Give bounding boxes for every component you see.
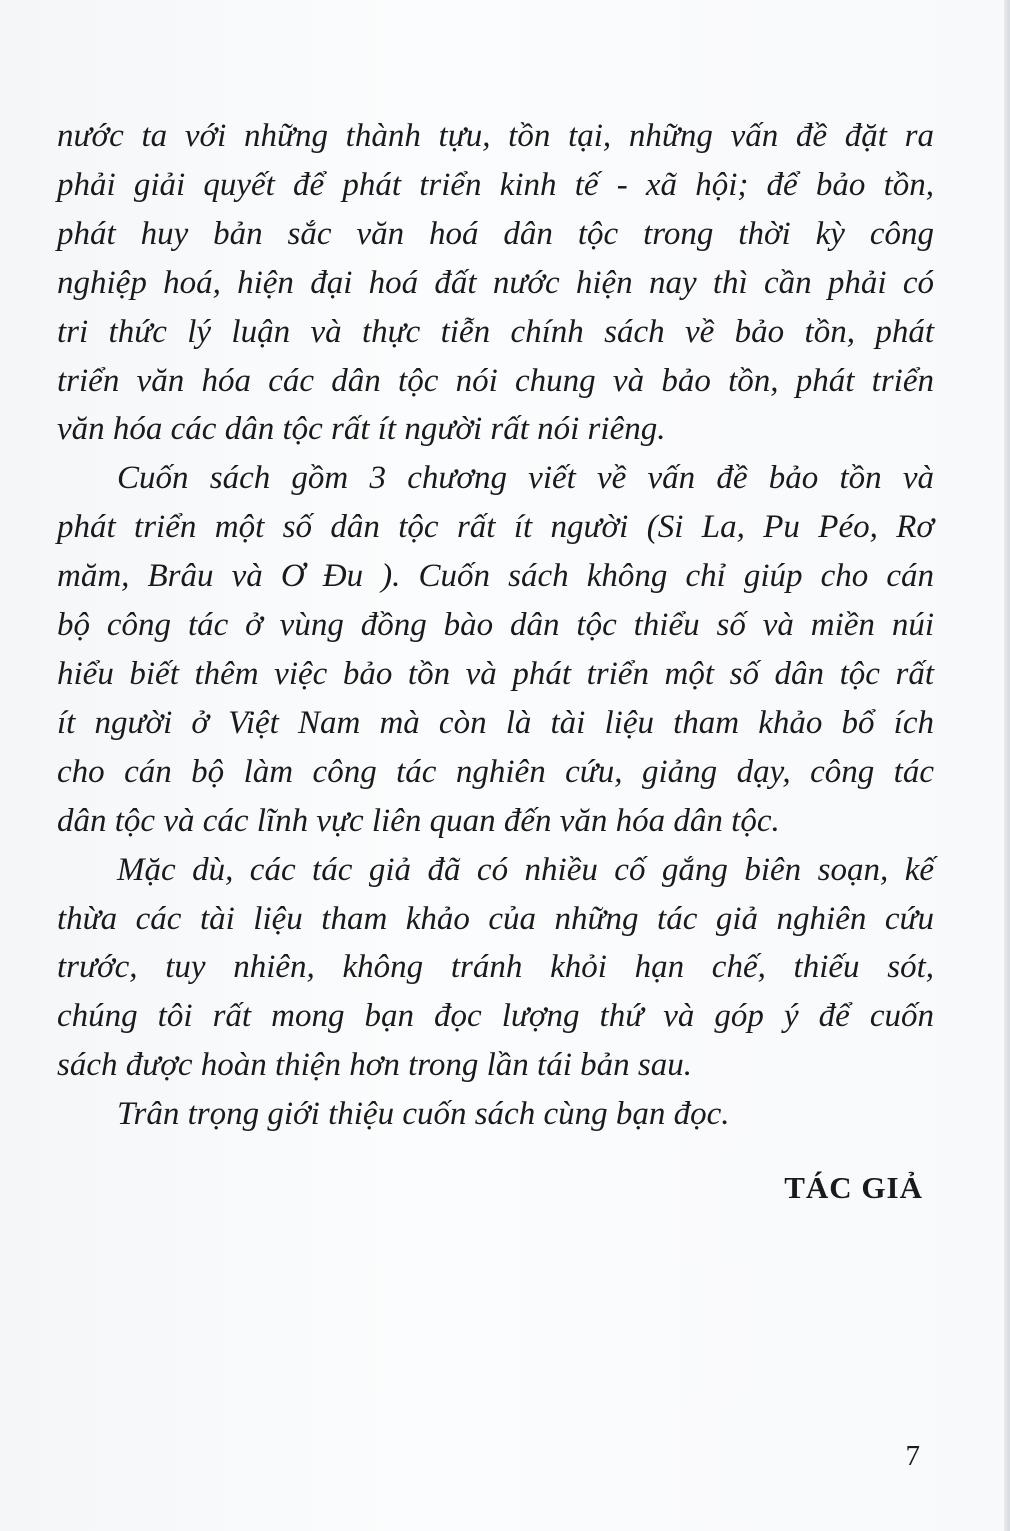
text-line: Cuốn sách gồm 3 chương viết về vấn đề bảo tồn và (117, 460, 934, 497)
author-signature: TÁC GIẢ (784, 1170, 923, 1205)
text-line: triển văn hóa các dân tộc nói chung và bảo tồn, phát triển (57, 362, 934, 399)
text-line: cho cán bộ làm công tác nghiên cứu, giảng dạy, công tác (57, 753, 934, 790)
text-line: trước, tuy nhiên, không tránh khỏi hạn chế, thiếu sót, (57, 949, 934, 986)
text-line: sách được hoàn thiện hơn trong lần tái bản sau. (57, 1047, 692, 1084)
text-line: văn hóa các dân tộc rất ít người rất nói riêng. (57, 411, 666, 448)
text-line: thừa các tài liệu tham khảo của những tác giả nghiên cứu (57, 900, 934, 937)
text-line: tri thức lý luận và thực tiễn chính sách về bảo tồn, phát (57, 313, 934, 350)
text-line: phải giải quyết để phát triển kinh tế - xã hội; để bảo tồn, (57, 166, 934, 203)
text-line: ít người ở Việt Nam mà còn là tài liệu tham khảo bổ ích (57, 704, 934, 741)
text-line: dân tộc và các lĩnh vực liên quan đến văn hóa dân tộc. (57, 802, 780, 839)
text-line: Trân trọng giới thiệu cuốn sách cùng bạn đọc. (117, 1096, 730, 1133)
text-line: phát triển một số dân tộc rất ít người (Si La, Pu Péo, Rơ (57, 509, 934, 546)
text-line: nước ta với những thành tựu, tồn tại, những vấn đề đặt ra (57, 118, 934, 154)
body-text (57, 112, 934, 1139)
text-line: phát huy bản sắc văn hoá dân tộc trong thời kỳ công (57, 215, 934, 252)
page-number: 7 (905, 1440, 920, 1472)
text-line: chúng tôi rất mong bạn đọc lượng thứ và góp ý để cuốn (57, 998, 934, 1035)
text-line: măm, Brâu và Ơ Đu ). Cuốn sách không chỉ giúp cho cán (57, 558, 934, 595)
text-line: Mặc dù, các tác giả đã có nhiều cố gắng biên soạn, kế (117, 851, 934, 888)
text-line: bộ công tác ở vùng đồng bào dân tộc thiểu số và miền núi (57, 607, 934, 644)
page-edge (1004, 0, 1010, 1531)
text-line: nghiệp hoá, hiện đại hoá đất nước hiện nay thì cần phải có (57, 264, 934, 301)
text-line: hiểu biết thêm việc bảo tồn và phát triển một số dân tộc rất (57, 655, 934, 692)
